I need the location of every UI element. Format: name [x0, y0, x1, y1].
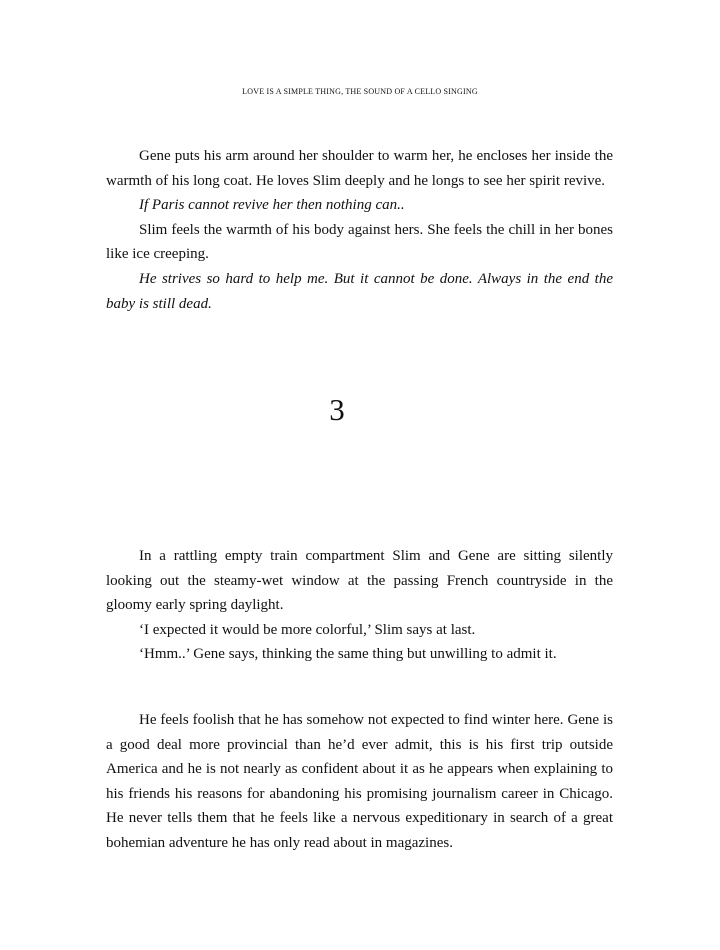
paragraph-italic-thought: If Paris cannot revive her then nothing can..	[139, 197, 405, 214]
paragraph-dialogue: ‘I expected it would be more colorful,’ Slim says at last.	[139, 621, 476, 638]
text-block-2	[106, 544, 613, 667]
text-block-3	[106, 708, 613, 856]
text-block-1	[106, 144, 613, 316]
running-header: LOVE IS A SIMPLE THING, THE SOUND OF A CELLO SINGING	[242, 87, 478, 96]
paragraph-italic-thought: He strives so hard to help me. But it cannot be done. Always in the end the baby is still dead.	[106, 270, 613, 312]
paragraph: Gene puts his arm around her shoulder to warm her, he encloses her inside the warmth of his long coat. He loves Slim deeply and he longs to see her spirit revive.	[106, 148, 613, 189]
paragraph: Slim feels the warmth of his body against hers. She feels the chill in her bones like ice creeping.	[106, 221, 613, 263]
chapter-number: 3	[329, 392, 345, 427]
paragraph: In a rattling empty train compartment Slim and Gene are sitting silently looking out the steamy-wet window at the passing French countryside in the gloomy early spring daylight.	[106, 548, 613, 614]
paragraph-dialogue: ‘Hmm..’ Gene says, thinking the same thing but unwilling to admit it.	[139, 646, 557, 663]
paragraph: He feels foolish that he has somehow not expected to find winter here. Gene is a good deal more provincial than he’d ever admit, this is his first trip outside America and he is not nearly as confident about it as he appears when explaining to his friends his reasons for abandoning his promising journalism career in Chicago. He never tells them that he feels like a nervous expeditionary in search of a great bohemian adventure he has only read about in magazines.	[106, 712, 613, 851]
